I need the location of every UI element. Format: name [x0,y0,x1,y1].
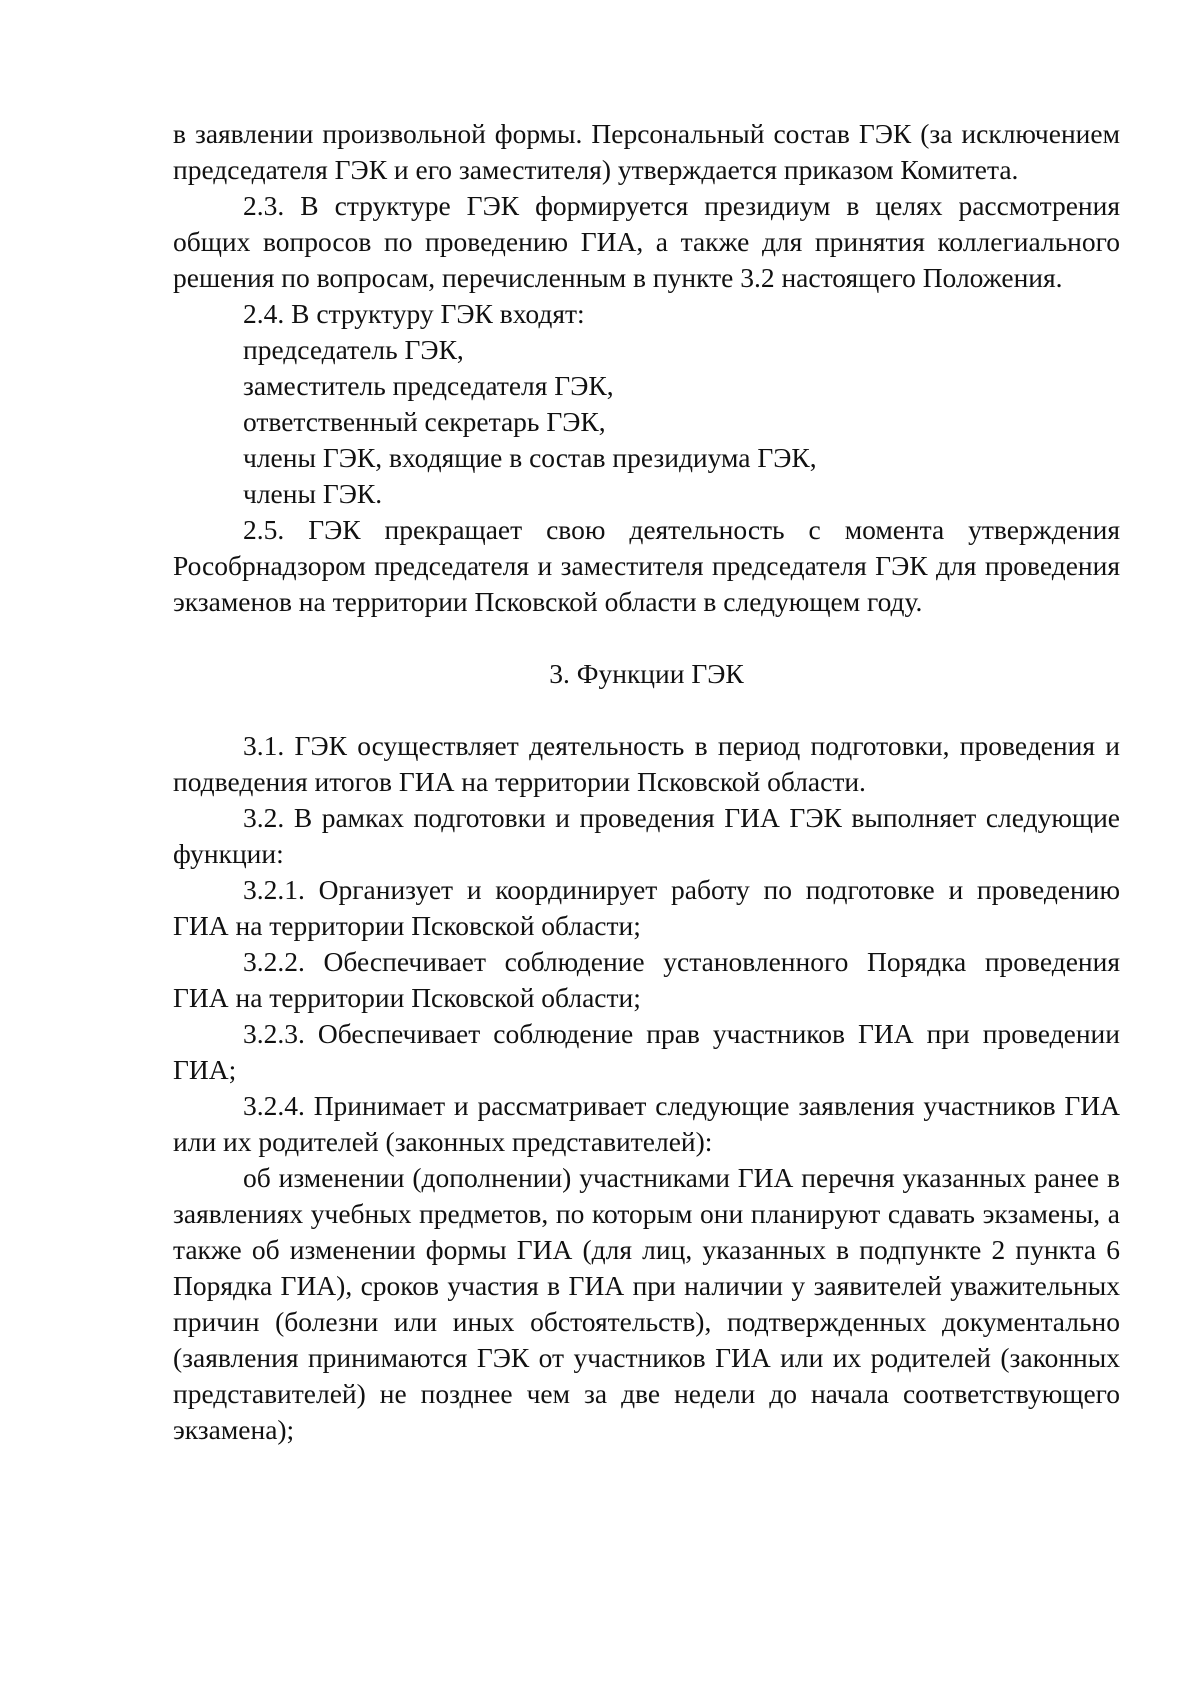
paragraph-3-1: 3.1. ГЭК осуществляет деятельность в период подготовки, проведения и подведения итогов ГИА на территории Псковской области. [173,730,1120,797]
paragraph-2-4: 2.4. В структуру ГЭК входят: [243,298,585,329]
paragraph-2-3: 2.3. В структуре ГЭК формируется президиум в целях рассмотрения общих вопросов по проведению ГИА, а также для принятия коллегиального решения по вопросам, перечисленным в пункте 3.2 настоящего Положения. [173,190,1120,293]
paragraph-2-5: 2.5. ГЭК прекращает свою деятельность с момента утверждения Рособрнадзором председателя и заместителя председателя ГЭК для проведения экзаменов на территории Псковской области в следующем году. [173,514,1120,617]
paragraph-3-2-2: 3.2.2. Обеспечивает соблюдение установленного Порядка проведения ГИА на территории Псковской области; [173,946,1120,1013]
paragraph-3-2-3: 3.2.3. Обеспечивает соблюдение прав участников ГИА при проведении ГИА; [173,1018,1120,1085]
paragraph-3-2: 3.2. В рамках подготовки и проведения ГИА ГЭК выполняет следующие функции: [173,802,1120,869]
section-heading-3: 3. Функции ГЭК [549,658,744,689]
document-page [173,116,1120,1448]
paragraph-continuation: в заявлении произвольной формы. Персональный состав ГЭК (за исключением председателя ГЭК и его заместителя) утверждается приказом Комитета. [173,118,1120,185]
list-item-chairman: председатель ГЭК, [243,334,464,365]
list-item-secretary: ответственный секретарь ГЭК, [243,406,606,437]
list-item-members: члены ГЭК. [243,478,383,509]
paragraph-3-2-1: 3.2.1. Организует и координирует работу по подготовке и проведению ГИА на территории Псковской области; [173,874,1120,941]
paragraph-3-2-4: 3.2.4. Принимает и рассматривает следующие заявления участников ГИА или их родителей (законных представителей): [173,1090,1120,1157]
list-item-deputy: заместитель председателя ГЭК, [243,370,614,401]
paragraph-change-applications: об изменении (дополнении) участниками ГИА перечня указанных ранее в заявлениях учебных предметов, по которым они планируют сдавать экзамены, а также об изменении формы ГИА (для лиц, указанных в подпункте 2 пункта 6 Порядка ГИА), сроков участия в ГИА при наличии у заявителей уважительных причин (болезни или иных обстоятельств), подтвержденных документально (заявления принимаются ГЭК от участников ГИА или их родителей (законных представителей) не позднее чем за две недели до начала соответствующего экзамена); [173,1162,1120,1445]
list-item-presidium-members: члены ГЭК, входящие в состав президиума ГЭК, [243,442,817,473]
